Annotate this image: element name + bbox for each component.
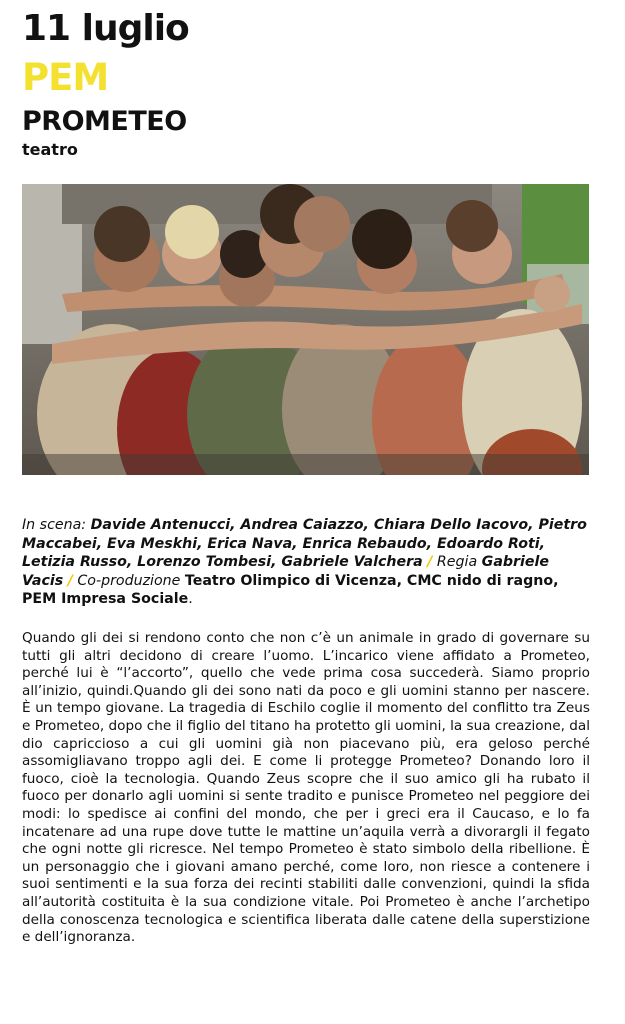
event-description: Quando gli dei si rendono conto che non c’è un animale in grado di governare su tutti gli altri decidono di creare l’uomo. L’incarico viene affidato a Prometeo, perché lui è “l’accorto”, quello che vede prima cosa succederà. Siamo proprio all’inizio, quindi.Quando gli dei sono nati da poco e gli uomini stanno per nascere. È un tempo giovane. La tragedia di Eschilo coglie il momento del conflitto tra Zeus e Prometeo, dopo che il figlio del titano ha protetto gli uomini, la sua creazione, dal dio capriccioso a cui gli uomini già non piacevano più, era geloso perché assomigliavano troppo agli dei. E come li protegge Prometeo? Donando loro il fuoco, cioè la tecnologia. Quando Zeus scopre che il suo amico gli ha rubato il fuoco per donarlo agli uomini si sente tradito e punisce Prometeo nel peggiore dei modi: lo spedisce ai confini del mondo, che per i greci era il Caucaso, e lo fa incatenare ad una rupe dove tutte le mattine un’aquila verrà a divorargli il fegato che ogni notte gli ricresce. Nel tempo Prometeo è stato simbolo della ribellione. È un personaggio che i giovani amano perché, come loro, non riesce a contenere i suoi sentimenti e la sua forza dei recinti stabiliti dalle convenzioni, quindi la sfida all’autorità costituita è la sua condizione vitale. Poi Prometeo è anche l’archetipo della conoscenza tecnologica e scientifica liberata dalle catene della superstizione e dell’ignoranza.: [22, 630, 590, 946]
in-scena-label: In scena:: [22, 517, 87, 533]
event-category: teatro: [22, 140, 78, 159]
separator-slash: /: [427, 554, 433, 571]
credits-block: [22, 516, 594, 609]
event-date: 11 luglio: [22, 8, 189, 49]
director-name: Gabriele Vacis: [22, 554, 550, 589]
credits-end: .: [188, 591, 193, 608]
cast-list: Davide Antenucci, Andrea Caiazzo, Chiara Dello Iacovo, Pietro Maccabei, Eva Meskhi, Erica Nava, Enrica Rebaudo, Edoardo Roti, Letizia Russo, Lorenzo Tombesi, Gabriele Valchera: [22, 517, 587, 571]
coproducers-list: Teatro Olimpico di Vicenza, CMC nido di ragno, PEM Impresa Sociale: [22, 572, 559, 608]
coproduzione-label: Co-produzione: [77, 572, 181, 589]
separator-slash-2: /: [67, 572, 73, 589]
organizer-logo-text: PEM: [22, 56, 109, 99]
event-title: PROMETEO: [22, 106, 187, 137]
regia-label: Regia: [436, 554, 478, 571]
event-photo: [22, 184, 589, 475]
